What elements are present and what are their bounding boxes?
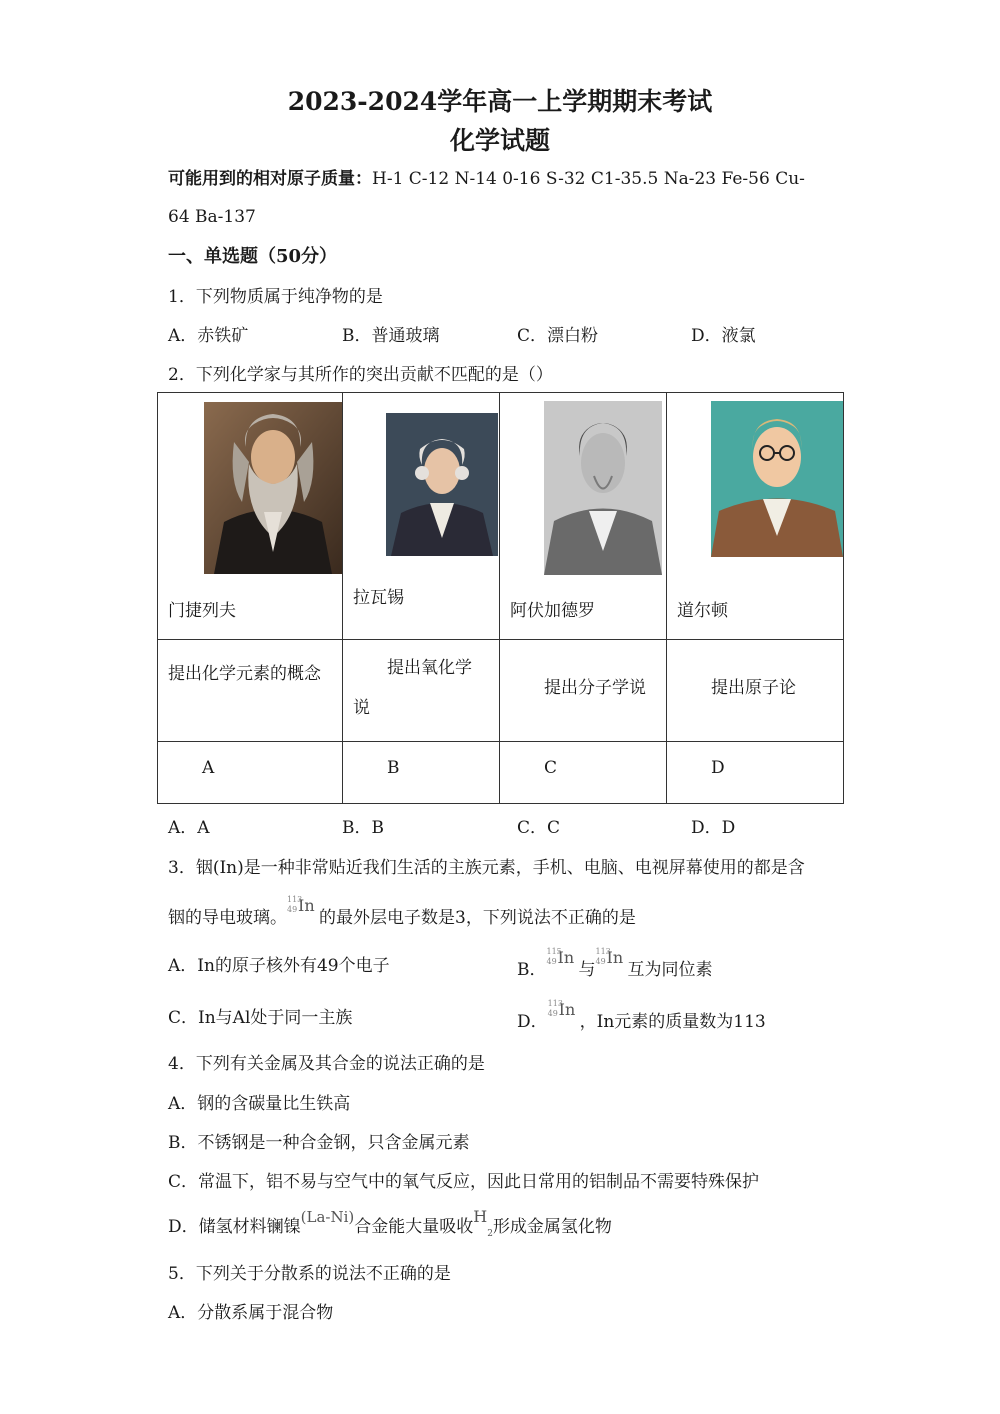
q3-stem-line1: 3．铟(In)是一种非常贴近我们生活的主族元素，手机、电脑、电视屏幕使用的都是含: [168, 858, 805, 878]
isotope-in-113: 113 49 In: [287, 895, 315, 915]
q3-option-a[interactable]: A．In的原子核外有49个电子: [168, 956, 390, 976]
isotope-in-113-d: 113 49 In: [547, 999, 576, 1019]
letter-b-cell: [343, 742, 500, 804]
scientist-name-b: 拉瓦锡: [353, 588, 404, 608]
q2-option-c[interactable]: C．C: [517, 818, 561, 838]
contribution-c: 提出分子学说: [544, 678, 646, 698]
contribution-d-cell: [667, 640, 844, 742]
q2-option-d[interactable]: D．D: [691, 818, 736, 838]
contribution-b-line1: 提出氧化学: [387, 658, 472, 678]
atomic-masses-line1: [168, 168, 805, 190]
contribution-d: 提出原子论: [711, 678, 796, 698]
section-heading: 一、单选题（50分）: [168, 246, 338, 267]
hydrogen-formula: $H_2$: [473, 1207, 493, 1239]
cell-mendeleev: [158, 393, 343, 640]
cell-avogadro: [500, 393, 667, 640]
contribution-a: 提出化学元素的概念: [168, 664, 321, 684]
contribution-a-cell: [158, 640, 343, 742]
letter-a-cell: [158, 742, 343, 804]
q3-option-d[interactable]: D． 113 49 In ，In元素的质量数为113: [517, 999, 766, 1032]
letter-b: B: [387, 758, 400, 778]
q3-stem-line2: 铟的导电玻璃。 113 49 In 的最外层电子数是3，下列说法不正确的是: [168, 895, 636, 928]
exam-subtitle: 化学试题: [449, 126, 550, 155]
letter-d-cell: [667, 742, 844, 804]
contribution-c-cell: [500, 640, 667, 742]
q1-option-b[interactable]: B．普通玻璃: [342, 326, 440, 346]
q3-option-b[interactable]: B． 115 49 In 与 113 49 In 互为同位素: [517, 947, 713, 980]
isotope-in-113-b: 113 49 In: [595, 947, 624, 967]
letter-c-cell: [500, 742, 667, 804]
q4-option-c[interactable]: C．常温下，铝不易与空气中的氧气反应，因此日常用的铝制品不需要特殊保护: [168, 1172, 760, 1192]
exam-title: 2023-2024学年高一上学期期末考试: [287, 87, 713, 116]
avogadro-portrait-image: [544, 401, 662, 575]
letter-d: D: [711, 758, 725, 778]
q2-option-a[interactable]: A．A: [168, 818, 210, 838]
scientist-table: [157, 392, 844, 804]
q4-option-a[interactable]: A．钢的含碳量比生铁高: [168, 1094, 351, 1114]
scientist-name-c: 阿伏加德罗: [510, 601, 595, 621]
scientist-name-d: 道尔顿: [677, 601, 728, 621]
lavoisier-portrait-image: [386, 413, 498, 556]
letter-a: A: [202, 758, 215, 778]
contribution-b-cell: [343, 640, 500, 742]
cell-lavoisier: [343, 393, 500, 640]
contribution-b-line2: 说: [353, 698, 370, 718]
q3-option-c[interactable]: C．In与Al处于同一主族: [168, 1008, 353, 1028]
atomic-masses-values1: H-1 C-12 N-14 0-16 S-32 C1-35.5 Na-23 Fe-56 Cu-: [372, 169, 805, 189]
isotope-in-115: 115 49 In: [546, 947, 575, 967]
q1-option-c[interactable]: C．漂白粉: [517, 326, 599, 346]
q1-option-a[interactable]: A．赤铁矿: [168, 326, 249, 346]
atomic-masses-label: 可能用到的相对原子质量：: [168, 169, 372, 189]
q2-option-b[interactable]: B．B: [342, 818, 384, 838]
dalton-portrait-image: [711, 401, 843, 557]
q5-option-a[interactable]: A．分散系属于混合物: [168, 1303, 334, 1323]
q4-stem: 4．下列有关金属及其合金的说法正确的是: [168, 1054, 485, 1074]
q4-option-d[interactable]: D．储氢材料镧镍(La-Ni)合金能大量吸收$H_2$形成金属氢化物: [168, 1207, 612, 1239]
q2-stem: 2．下列化学家与其所作的突出贡献不匹配的是（）: [168, 365, 553, 385]
lani-formula: (La-Ni): [300, 1208, 355, 1226]
scientist-name-a: 门捷列夫: [168, 601, 236, 621]
q5-stem: 5．下列关于分散系的说法不正确的是: [168, 1264, 451, 1284]
q1-option-d[interactable]: D．液氯: [691, 326, 756, 346]
q4-option-b[interactable]: B．不锈钢是一种合金钢，只含金属元素: [168, 1133, 470, 1153]
q1-stem: 1．下列物质属于纯净物的是: [168, 287, 383, 307]
atomic-masses-values2: 64 Ba-137: [168, 207, 256, 227]
cell-dalton: [667, 393, 844, 640]
mendeleev-portrait-image: [204, 402, 342, 574]
letter-c: C: [544, 758, 558, 778]
